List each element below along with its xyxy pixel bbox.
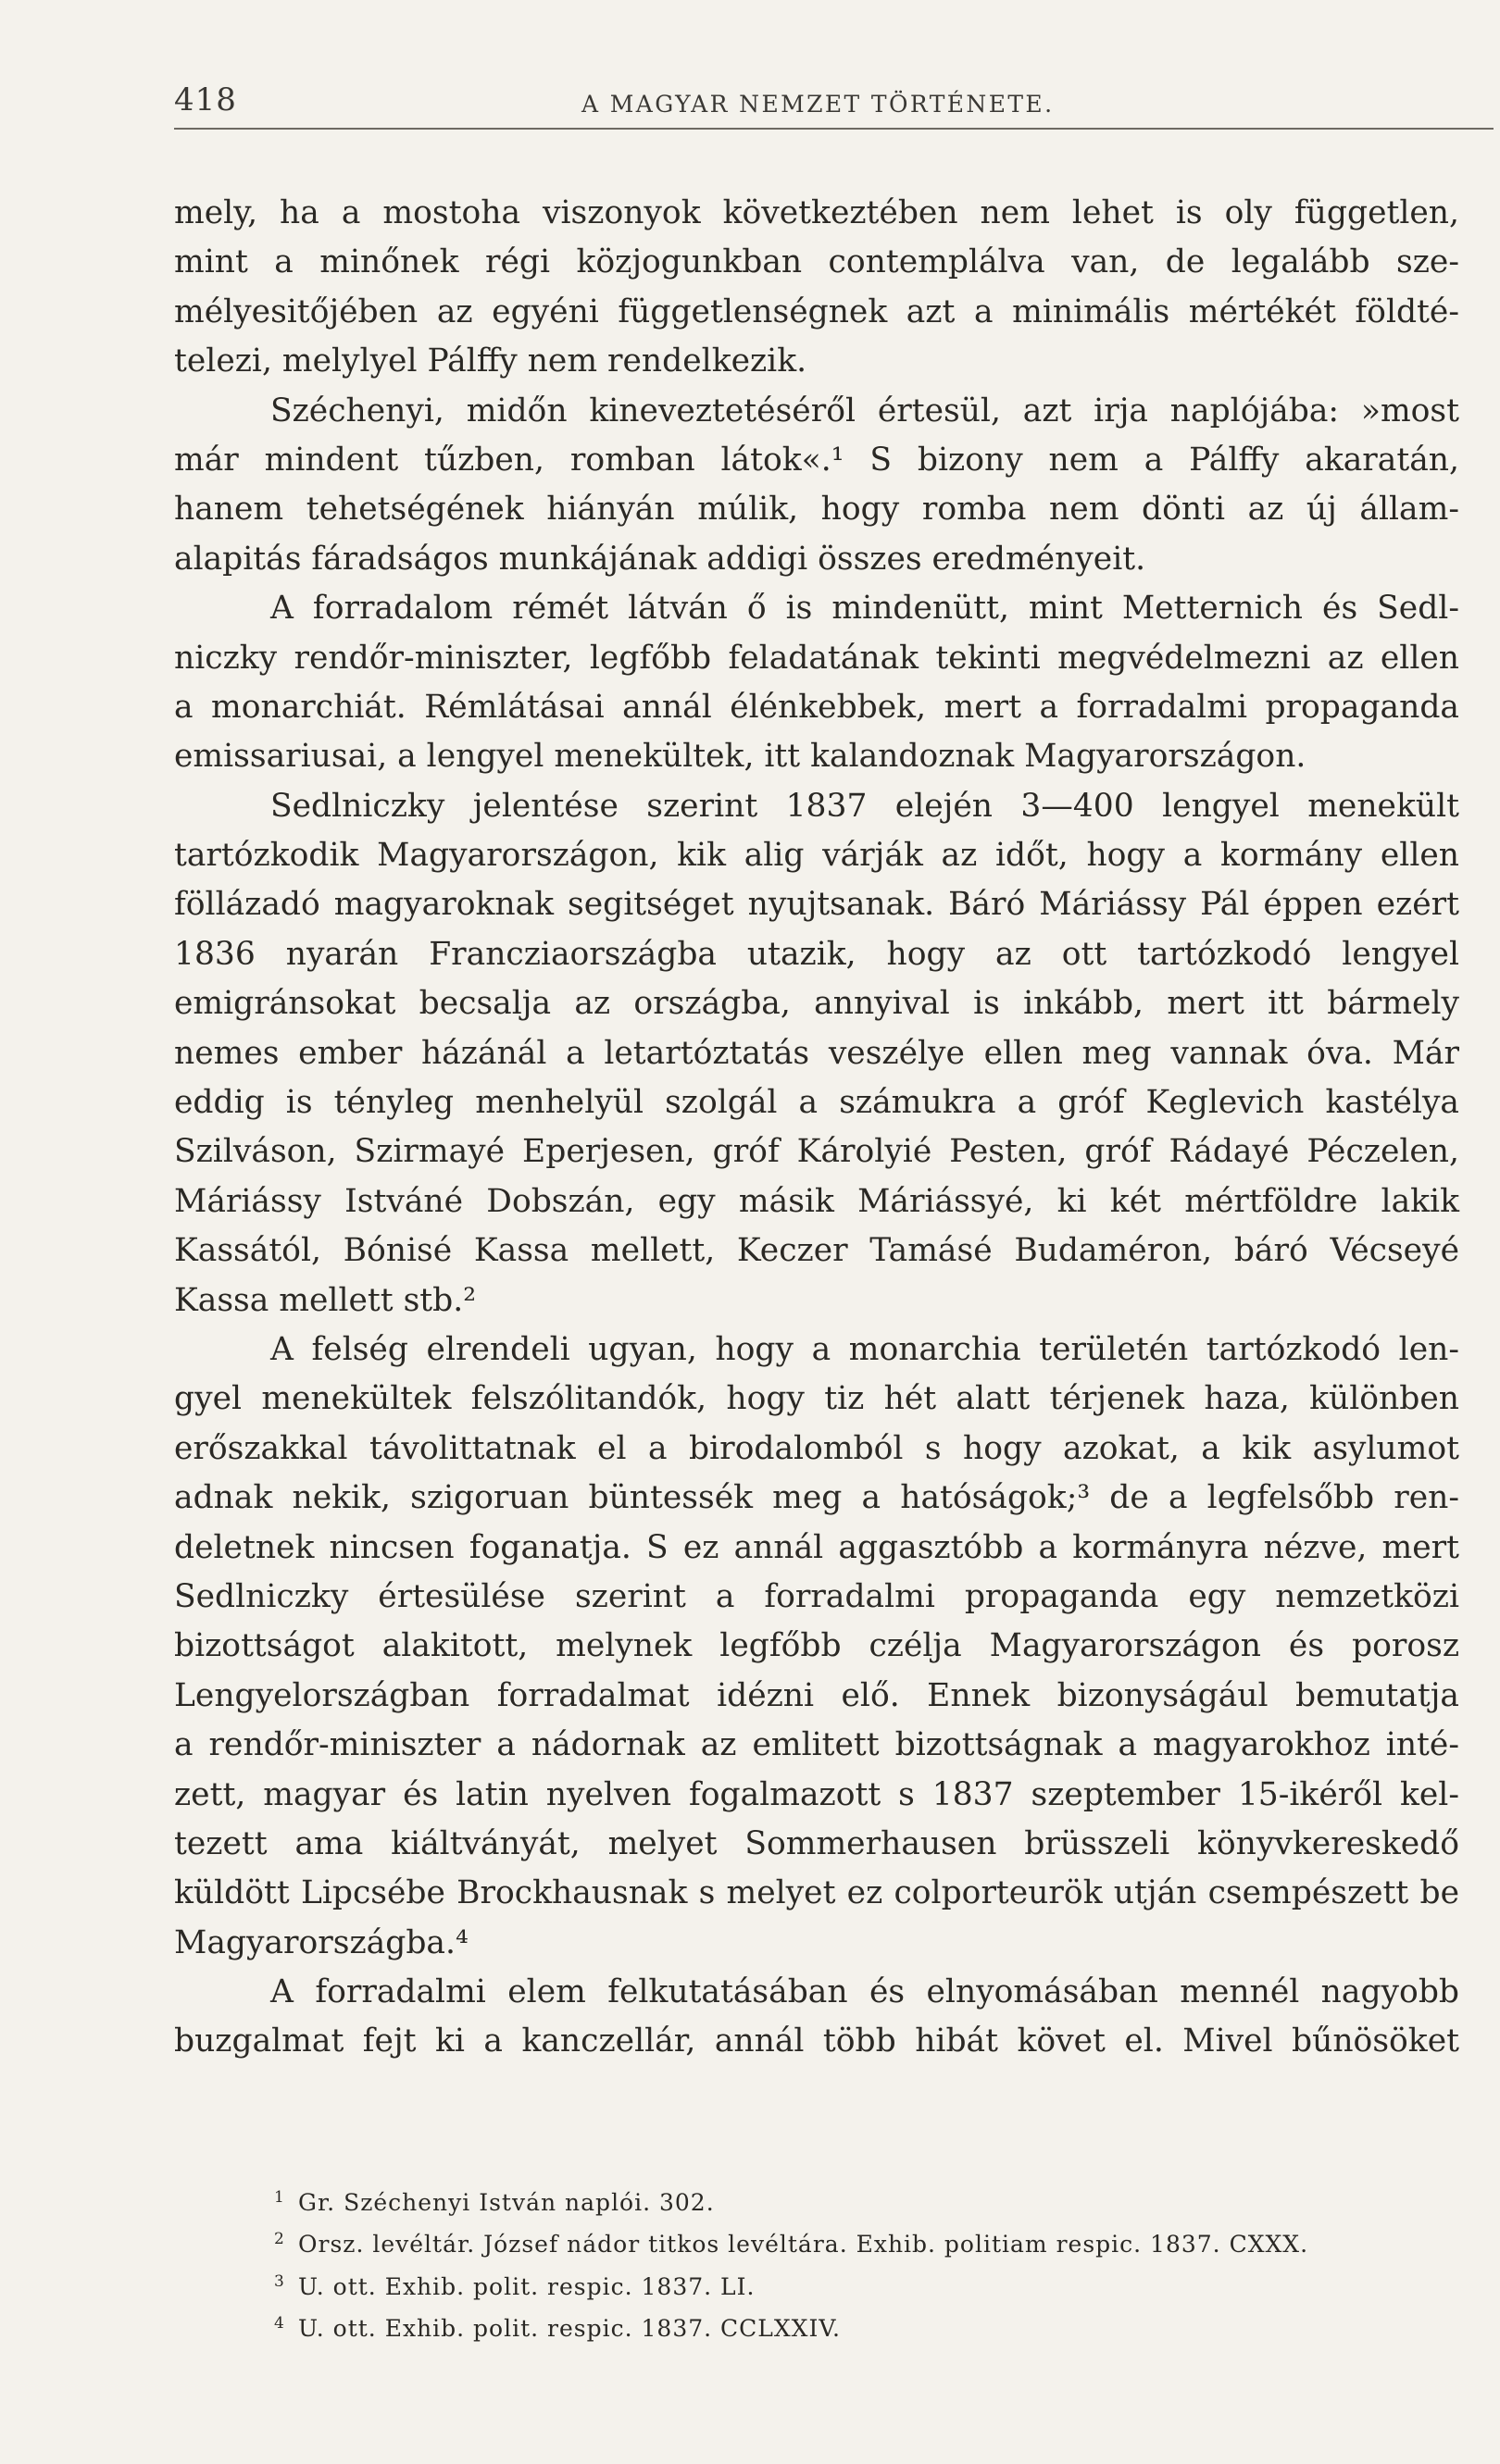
text-line: buzgalmat fejt ki a kanczellár, annál több hibát követ el. Mivel bűnösöket [174, 2022, 1459, 2060]
text-line: mely, ha a mostoha viszonyok következtében nem lehet is oly független, [174, 194, 1459, 231]
text-line: Lengyelországban forradalmat idézni elő. Ennek bizonyságául bemutatja [174, 1676, 1459, 1714]
text-line: Sedlniczky jelentése szerint 1837 elején 3—400 lengyel menekült [270, 787, 1459, 825]
text-line: küldött Lipcsébe Brockhausnak s melyet ez colporteurök utján csempészett be [174, 1874, 1459, 1912]
text-line: a rendőr-miniszter a nádornak az emlitett bizottságnak a magyarokhoz inté- [174, 1726, 1459, 1764]
text-line: föllázadó magyaroknak segitséget nyujtsanak. Báró Máriássy Pál éppen ezért [174, 886, 1459, 924]
text-line: zett, magyar és latin nyelven fogalmazott s 1837 szeptember 15-ikéről kel- [174, 1775, 1459, 1813]
footnote [274, 2219, 1459, 2260]
text-line: niczky rendőr-miniszter, legfőbb feladatának tekinti megvédelmezni az ellen [174, 639, 1459, 677]
text-line: erőszakkal távolittatnak el a birodalomból s hogy azokat, a kik asylumot [174, 1429, 1459, 1467]
footnote-mark: 1 [274, 2188, 285, 2207]
text-line: mélyesitőjében az egyéni függetlenségnek azt a minimális mértékét földté- [174, 292, 1459, 330]
text-line: Széchenyi, midőn kineveztetéséről értesül, azt irja naplójába: »most [270, 392, 1459, 429]
text-line: nemes ember házánál a letartóztatás veszélye ellen meg vannak óva. Már [174, 1034, 1459, 1072]
footnote-text: Orsz. levéltár. József nádor titkos levéltára. Exhib. politiam respic. 1837. CXXX. [298, 2231, 1309, 2259]
footnote [274, 2261, 1459, 2303]
footnote-mark: 4 [274, 2313, 285, 2333]
text-line: Sedlniczky értesülése szerint a forradalmi propaganda egy nemzetközi [174, 1577, 1459, 1615]
text-line: Kassától, Bónisé Kassa mellett, Keczer Tamásé Budaméron, báró Vécseyé [174, 1232, 1459, 1270]
footnote-mark: 3 [274, 2271, 285, 2291]
running-head [174, 76, 1494, 131]
text-line: Máriássy Istváné Dobszán, egy másik Máriássyé, ki két mértföldre lakik [174, 1182, 1459, 1220]
footnote-text: Gr. Széchenyi István naplói. 302. [298, 2189, 715, 2216]
text-line: mint a minőnek régi közjogunkban contemplálva van, de legalább sze- [174, 243, 1459, 281]
body-text [174, 189, 1459, 2067]
running-title: A MAGYAR NEMZET TÖRTÉNETE. [581, 91, 1055, 118]
text-line: emissariusai, a lengyel menekültek, itt kalandoznak Magyarországon. [174, 738, 1306, 776]
header-rule [174, 128, 1494, 130]
text-line: bizottságot alakitott, melynek legfőbb czélja Magyarországon és porosz [174, 1627, 1459, 1665]
text-line: hanem tehetségének hiányán múlik, hogy romba nem dönti az új állam- [174, 491, 1459, 529]
text-line: A felség elrendeli ugyan, hogy a monarchia területén tartózkodó len- [270, 1330, 1459, 1368]
text-line: eddig is tényleg menhelyül szolgál a számukra a gróf Keglevich kastélya [174, 1084, 1459, 1122]
text-line: tezett ama kiáltványát, melyet Sommerhausen brüsszeli könyvkereskedő [174, 1824, 1459, 1862]
text-line: tartózkodik Magyarországon, kik alig várják az időt, hogy a kormány ellen [174, 837, 1459, 875]
text-line: adnak nekik, szigoruan büntessék meg a hatóságok;³ de a legfelsőbb ren- [174, 1479, 1459, 1517]
footnote-text: U. ott. Exhib. polit. respic. 1837. LI. [298, 2272, 756, 2300]
text-line: Szilváson, Szirmayé Eperjesen, gróf Károlyié Pesten, gróf Rádayé Péczelen, [174, 1133, 1459, 1171]
text-line: alapitás fáradságos munkájának addigi összes eredményeit. [174, 540, 1146, 578]
text-line: 1836 nyarán Francziaországba utazik, hogy az ott tartózkodó lengyel [174, 935, 1459, 973]
text-line: deletnek nincsen foganatja. S ez annál aggasztóbb a kormányra nézve, mert [174, 1528, 1459, 1566]
page-number: 418 [174, 81, 237, 118]
text-line: A forradalmi elem felkutatásában és elnyomásában mennél nagyobb [270, 1973, 1459, 2011]
text-line: emigránsokat becsalja az országba, annyival is inkább, mert itt bármely [174, 985, 1459, 1023]
footnote [274, 2177, 1459, 2219]
text-line: A forradalom rémét látván ő is mindenütt, mint Metternich és Sedl- [270, 590, 1459, 628]
footnote-mark: 2 [274, 2230, 285, 2249]
text-line: Kassa mellett stb.² [174, 1281, 477, 1319]
footnote-text: U. ott. Exhib. polit. respic. 1837. CCLXXIV. [298, 2314, 841, 2342]
footnote [274, 2303, 1459, 2345]
footnotes [274, 2177, 1459, 2345]
text-line: gyel menekültek felszólitandók, hogy tiz hét alatt térjenek haza, különben [174, 1380, 1459, 1418]
text-line: telezi, melylyel Pálffy nem rendelkezik. [174, 342, 807, 380]
text-line: már mindent tűzben, romban látok«.¹ S bizony nem a Pálffy akaratán, [174, 441, 1459, 479]
text-line: Magyarországba.⁴ [174, 1923, 469, 1961]
text-line: a monarchiát. Rémlátásai annál élénkebbek, mert a forradalmi propaganda [174, 688, 1459, 726]
